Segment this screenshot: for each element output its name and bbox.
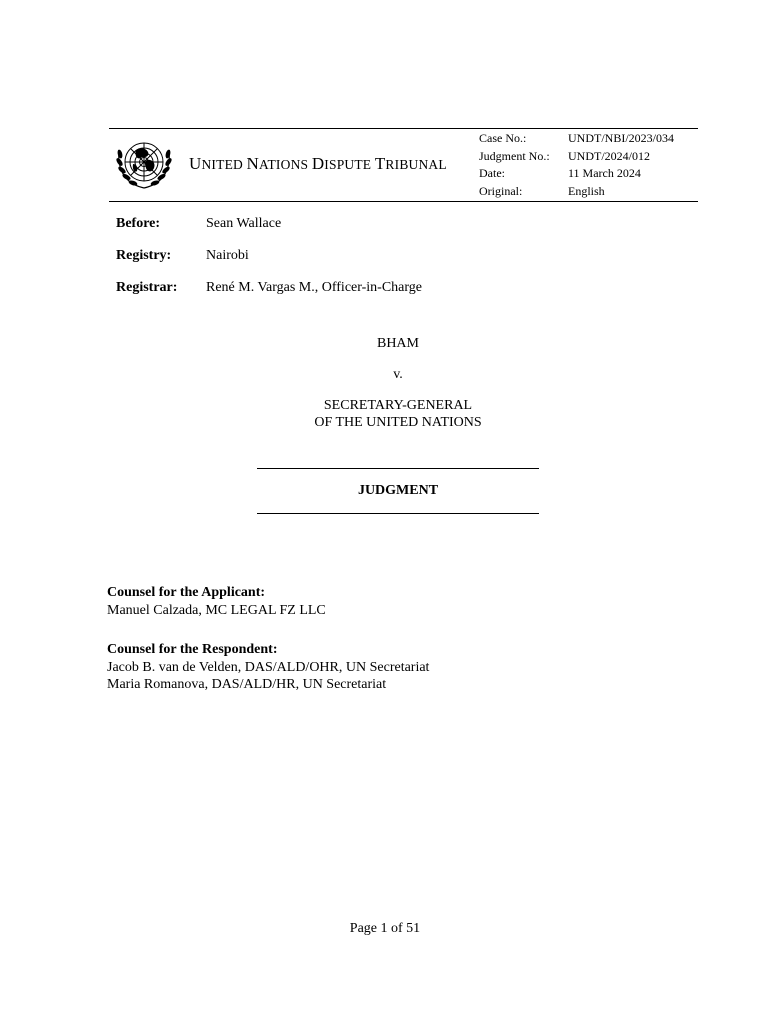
tribunal-title (189, 154, 447, 174)
title-letter: D (311, 154, 325, 173)
respondent-name (0, 397, 768, 431)
original-label: Original: (479, 183, 523, 198)
date-label: Date: (479, 166, 505, 180)
case-info-row (479, 130, 674, 148)
case-info-row (479, 165, 674, 183)
versus-text: v. (393, 367, 403, 382)
title-small-caps: NITED (201, 157, 247, 172)
case-number-label: Case No.: (479, 131, 527, 145)
judgment-bottom-rule (257, 513, 539, 514)
case-number-value: UNDT/NBI/2023/034 (568, 131, 674, 145)
date-value: 11 March 2024 (568, 166, 641, 180)
title-small-caps: RIBUNAL (385, 157, 447, 172)
respondent-counsel-heading: Counsel for the Respondent: (107, 642, 278, 657)
title-letter: N (246, 154, 260, 173)
case-info-row (479, 148, 674, 166)
respondent-counsel-name: Maria Romanova, DAS/ALD/HR, UN Secretariat (107, 677, 387, 692)
before-label: Before: (116, 216, 161, 231)
respondent-line: OF THE UNITED NATIONS (314, 415, 482, 430)
title-letter: U (189, 154, 202, 173)
applicant-counsel-heading: Counsel for the Applicant: (107, 585, 266, 600)
title-small-caps: ISPUTE (324, 157, 375, 172)
judgment-number-label: Judgment No.: (479, 148, 550, 163)
before-value: Sean Wallace (206, 216, 282, 231)
respondent-counsel-section (107, 641, 429, 694)
case-info-table (479, 130, 674, 200)
registrar-label: Registrar: (116, 280, 178, 295)
title-small-caps: ATIONS (259, 157, 312, 172)
registrar-row (116, 280, 422, 312)
title-letter: T (374, 154, 386, 173)
panel-info (116, 216, 422, 312)
registry-label: Registry: (116, 248, 172, 263)
judgment-number-value: UNDT/2024/012 (568, 148, 650, 163)
before-row (116, 216, 422, 248)
applicant-counsel-name: Manuel Calzada, MC LEGAL FZ LLC (107, 602, 326, 618)
original-value: English (568, 183, 605, 198)
respondent-counsel-name: Jacob B. van de Velden, DAS/ALD/OHR, UN Secretariat (107, 659, 430, 675)
judgment-top-rule (257, 468, 539, 469)
applicant-counsel-section (107, 584, 326, 619)
registrar-value: René M. Vargas M., Officer-in-Charge (206, 280, 423, 295)
registry-row (116, 248, 422, 280)
page-number: Page 1 of 51 (349, 921, 421, 936)
applicant-name: BHAM (376, 336, 419, 351)
header-top-rule (109, 128, 698, 129)
registry-value: Nairobi (206, 248, 249, 263)
header-bottom-rule (109, 201, 698, 202)
case-info-row (479, 183, 674, 201)
respondent-line: SECRETARY-GENERAL (323, 398, 473, 413)
un-emblem-icon (114, 136, 174, 192)
document-type-heading: JUDGMENT (357, 483, 439, 498)
